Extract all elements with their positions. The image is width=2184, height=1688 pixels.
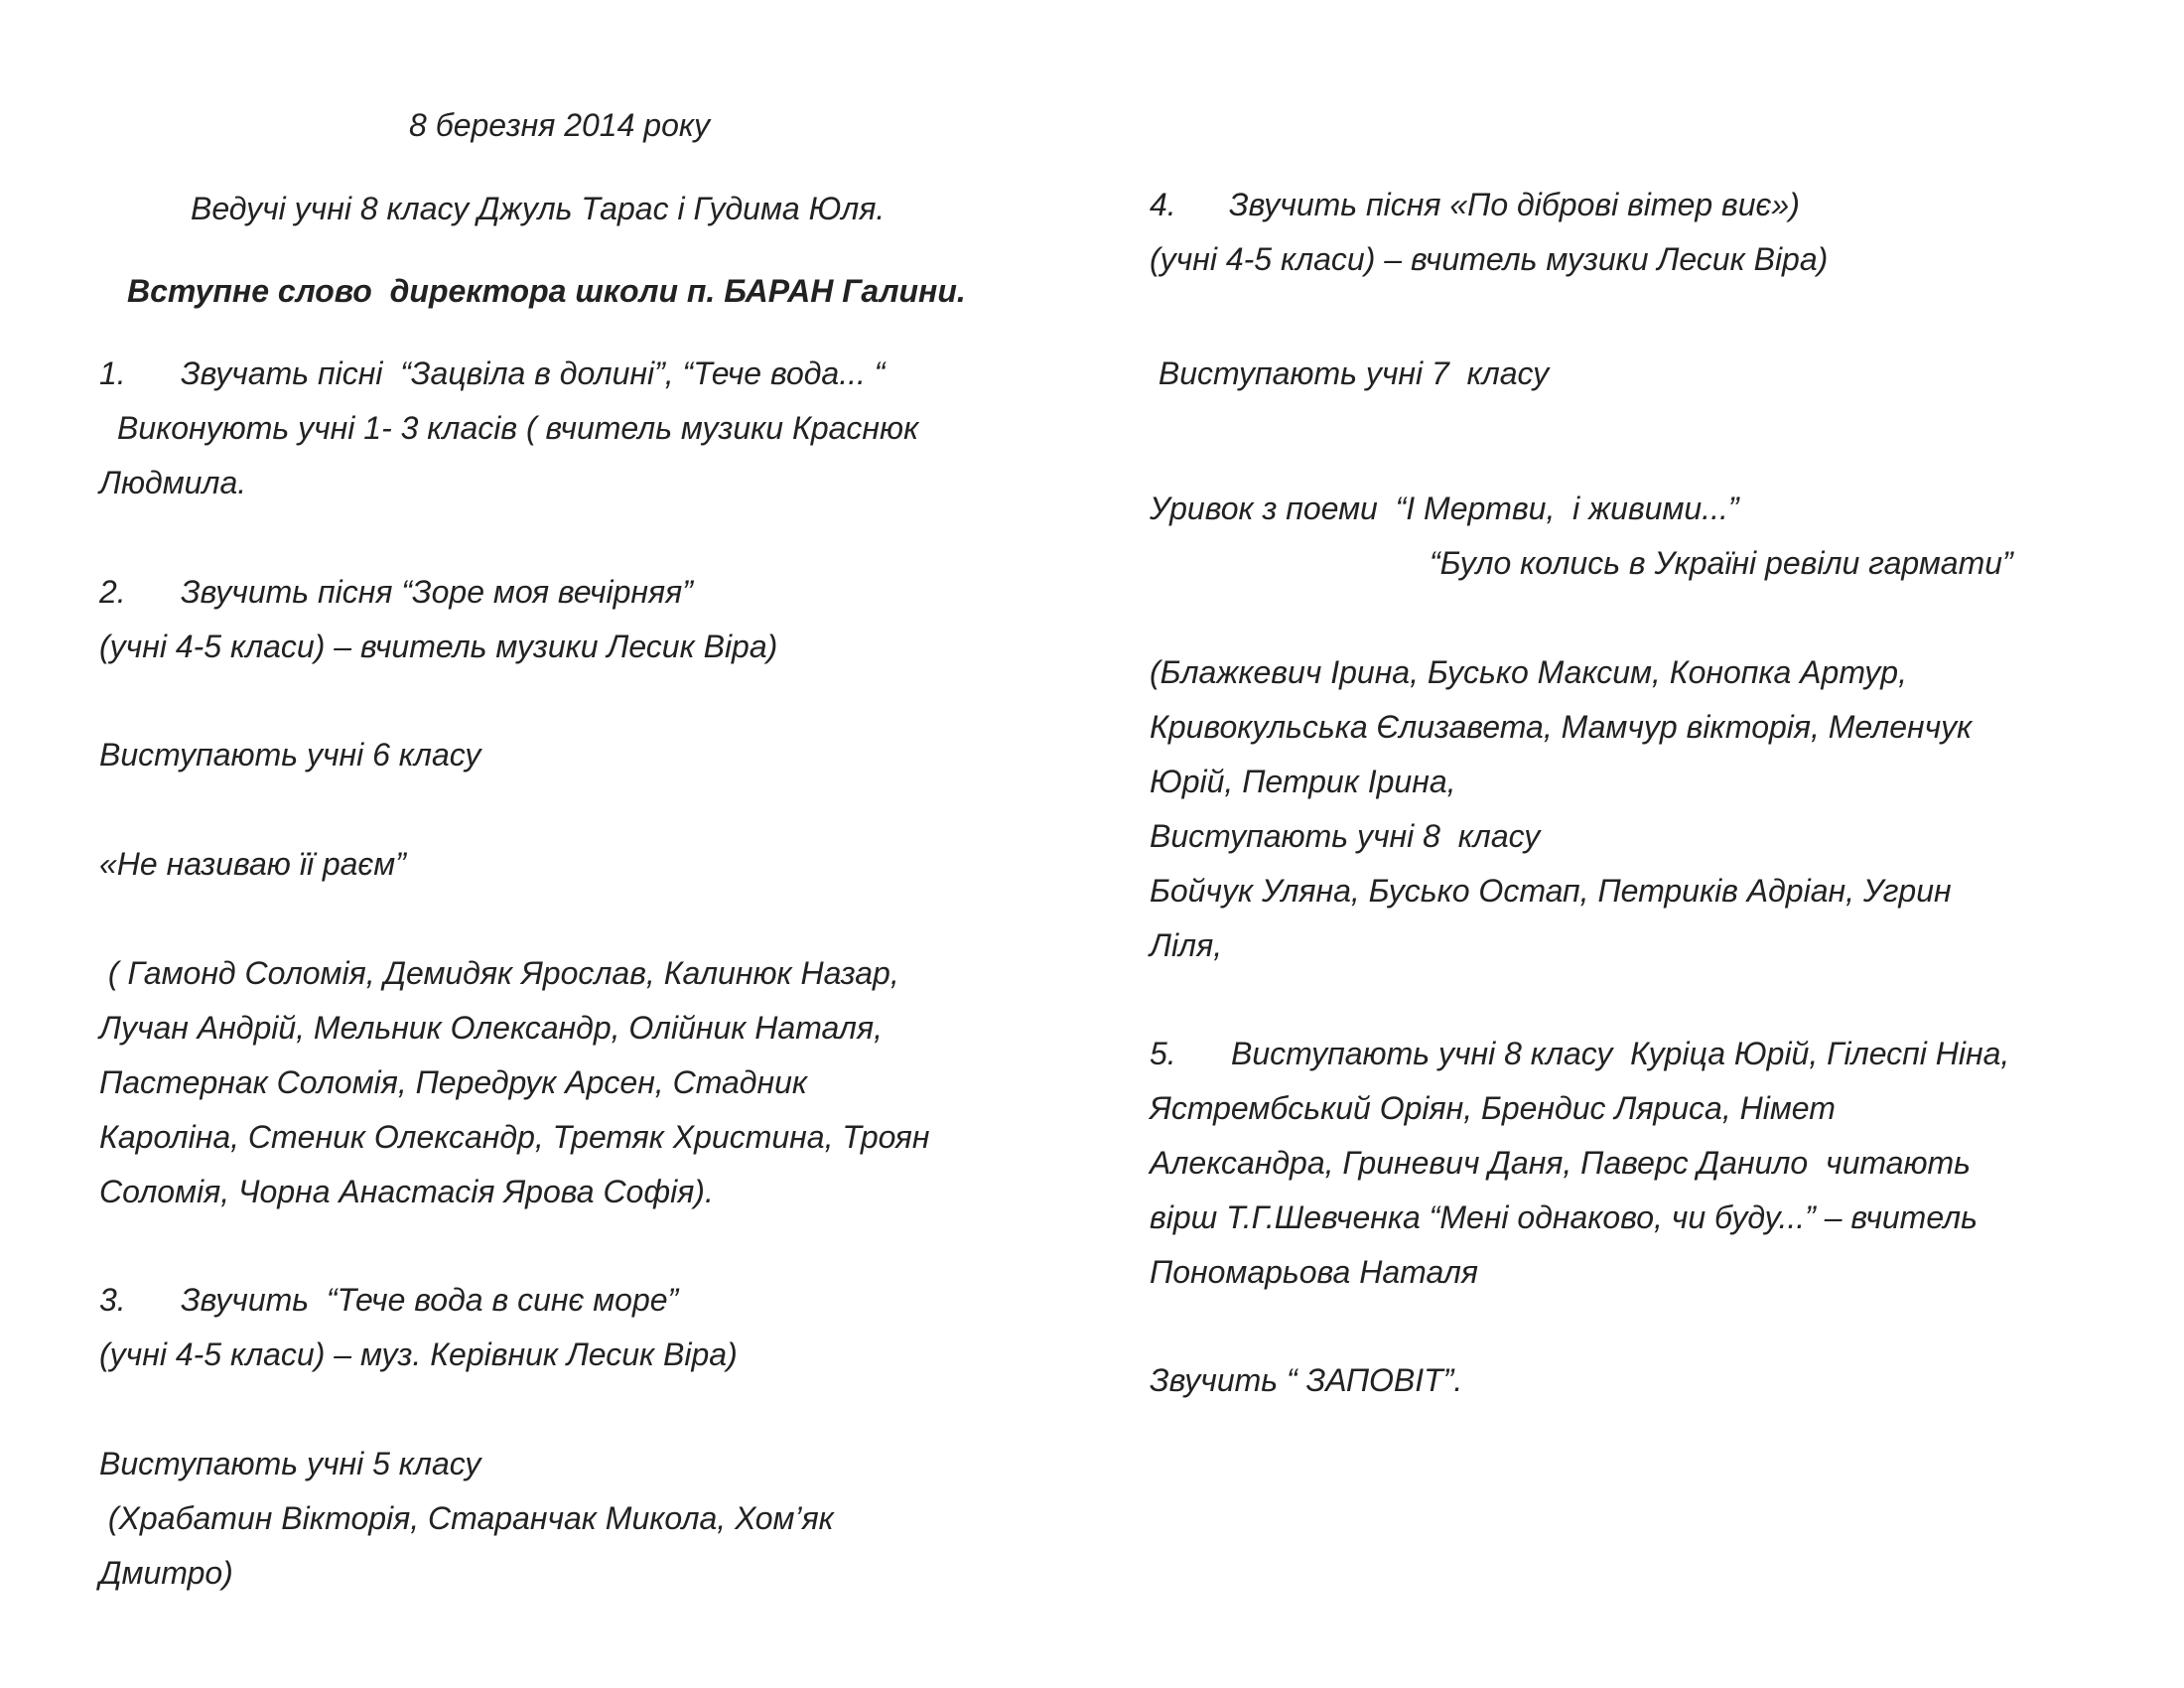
closing-line: Звучить “ ЗАПОВІТ”. <box>1150 1362 1463 1398</box>
item2-line2: (учні 4-5 класи) – вчитель музики Лесик Віра) <box>99 629 778 664</box>
item5-line: Ястрембський Оріян, Брендис Ляриса, Німет <box>1150 1090 1836 1126</box>
item5-line: Александра, Гриневич Даня, Паверс Данило читають <box>1150 1145 1971 1181</box>
names8-line: Ліля, <box>1150 927 1223 963</box>
names7-line: (Блажкевич Ірина, Бусько Максим, Конопка Артур, <box>1150 654 1907 690</box>
item3-text: Звучить “Тече вода в синє море” <box>181 1282 679 1318</box>
item4-number: 4. <box>1150 187 1176 222</box>
names6-line: Лучан Андрій, Мельник Олександр, Олійник Наталя, <box>99 1010 883 1046</box>
item5-text: Виступають учні 8 класу Куріца Юрій, Гілеспі Ніна, <box>1231 1036 2010 1071</box>
perf7-heading: Виступають учні 7 класу <box>1150 355 1550 391</box>
names5-line: Дмитро) <box>99 1555 233 1591</box>
names7-line: Юрій, Петрик Ірина, <box>1150 764 1456 799</box>
intro-line: Вступне слово директора школи п. БАРАН Галини. <box>127 273 966 309</box>
item1-line2: Виконують учні 1- 3 класів ( вчитель музики Краснюк <box>117 410 919 446</box>
item3-number: 3. <box>99 1282 126 1318</box>
item1-line3: Людмила. <box>99 465 247 500</box>
item4-line2: (учні 4-5 класи) – вчитель музики Лесик Віра) <box>1150 241 1829 277</box>
excerpt-line1: Уривок з поеми “І Мертви, і живими...” <box>1150 491 1739 526</box>
excerpt-line2: “Було колись в Україні ревіли гармати” <box>1430 545 2013 581</box>
perf5-heading: Виступають учні 5 класу <box>99 1446 481 1481</box>
item5-line: вірш Т.Г.Шевченка “Мені однаково, чи буду...” – вчитель <box>1150 1199 1978 1235</box>
item3-line2: (учні 4-5 класи) – муз. Керівник Лесик Віра) <box>99 1336 738 1372</box>
names8-line: Бойчук Уляна, Бусько Остап, Петриків Адріан, Угрин <box>1150 873 1952 909</box>
names7-line: Кривокульська Єлизавета, Мамчур вікторія, Меленчук <box>1150 709 1973 745</box>
names6-line: Соломія, Чорна Анастасія Ярова Софія). <box>99 1174 714 1209</box>
item5-number: 5. <box>1150 1036 1176 1071</box>
perf8-heading: Виступають учні 8 класу <box>1150 818 1541 854</box>
names6-line: ( Гамонд Соломія, Демидяк Ярослав, Калинюк Назар, <box>99 955 899 991</box>
item2-text: Звучить пісня “Зоре моя вечірняя” <box>181 574 693 610</box>
names6-line: Пастернак Соломія, Передрук Арсен, Стадник <box>99 1064 807 1100</box>
item2-number: 2. <box>99 574 126 610</box>
item1-number: 1. <box>99 355 126 391</box>
poem6-title: «Не називаю її раєм” <box>99 846 406 882</box>
item4-text: Звучить пісня «По діброві вітер виє») <box>1229 187 1800 222</box>
item1-text: Звучать пісні “Зацвіла в долині”, “Тече вода... “ <box>181 355 886 391</box>
item5-line: Пономарьова Наталя <box>1150 1254 1479 1290</box>
document-date: 8 березня 2014 року <box>409 107 710 143</box>
names6-line: Кароліна, Стеник Олександр, Третяк Христина, Троян <box>99 1119 930 1155</box>
hosts-line: Ведучі учні 8 класу Джуль Тарас і Гудима Юля. <box>191 191 886 226</box>
names5-line: (Храбатин Вікторія, Старанчак Микола, Хом’як <box>99 1500 834 1536</box>
perf6-heading: Виступають учні 6 класу <box>99 737 481 773</box>
